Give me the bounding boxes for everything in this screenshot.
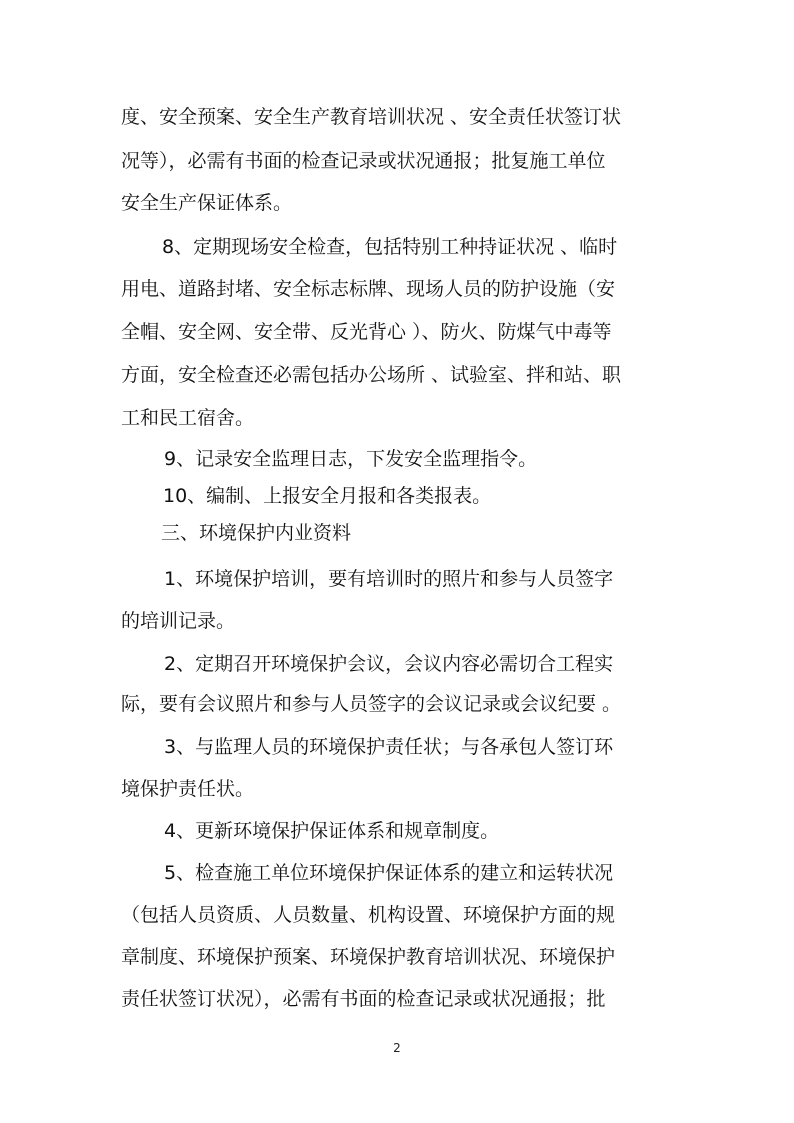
text-line-17: 境保护责任状。 <box>121 778 255 800</box>
text-line-13: 的培训记录。 <box>121 610 236 632</box>
page-number: 2 <box>393 1041 401 1055</box>
text-line-3: 安全生产保证体系。 <box>121 192 293 214</box>
text-line-19: 5、检查施工单位环境保护保证体系的建立和运转状况 <box>164 862 614 884</box>
text-line-14: 2、定期召开环境保护会议，会议内容必需切合工程实 <box>164 653 614 675</box>
text-line-22: 责任状签订状况），必需有书面的检查记录或状况通报；批 <box>121 988 606 1010</box>
text-line-12: 1、环境保护培训，要有培训时的照片和参与人员签字 <box>164 568 614 590</box>
text-line-16: 3、与监理人员的环境保护责任状；与各承包人签订环 <box>164 736 614 758</box>
text-line-9: 9、记录安全监理日志，下发安全监理指令。 <box>164 448 538 470</box>
text-line-10: 10、编制、上报安全月报和各类报表。 <box>163 485 492 507</box>
section-heading: 三、环境保护内业资料 <box>161 522 352 544</box>
text-line-8: 工和民工宿舍。 <box>121 407 255 429</box>
text-line-7: 方面，安全检查还必需包括办公场所 、试验室、拌和站、职 <box>121 364 622 386</box>
text-line-6: 全帽、安全网、安全带、反光背心 ）、防火、防煤气中毒等 <box>121 321 612 343</box>
text-line-20: （包括人员资质、人员数量、机构设置、环境保护方面的规 <box>121 904 616 926</box>
text-line-4: 8、定期现场安全检查，包括特别工种持证状况 、临时 <box>162 236 618 258</box>
text-line-15: 际，要有会议照片和参与人员签字的会议记录或会议纪要 。 <box>121 693 622 715</box>
text-line-1: 度、安全预案、安全生产教育培训状况 、安全责任状签订状 <box>121 106 622 128</box>
text-line-2: 况等），必需有书面的检查记录或状况通报；批复施工单位 <box>121 150 606 172</box>
text-line-5: 用电、道路封堵、安全标志标牌、现场人员的防护设施（安 <box>121 278 616 300</box>
text-line-21: 章制度、环境保护预案、环境保护教育培训状况、环境保护 <box>121 946 616 968</box>
text-line-18: 4、更新环境保护保证体系和规章制度。 <box>164 820 500 842</box>
